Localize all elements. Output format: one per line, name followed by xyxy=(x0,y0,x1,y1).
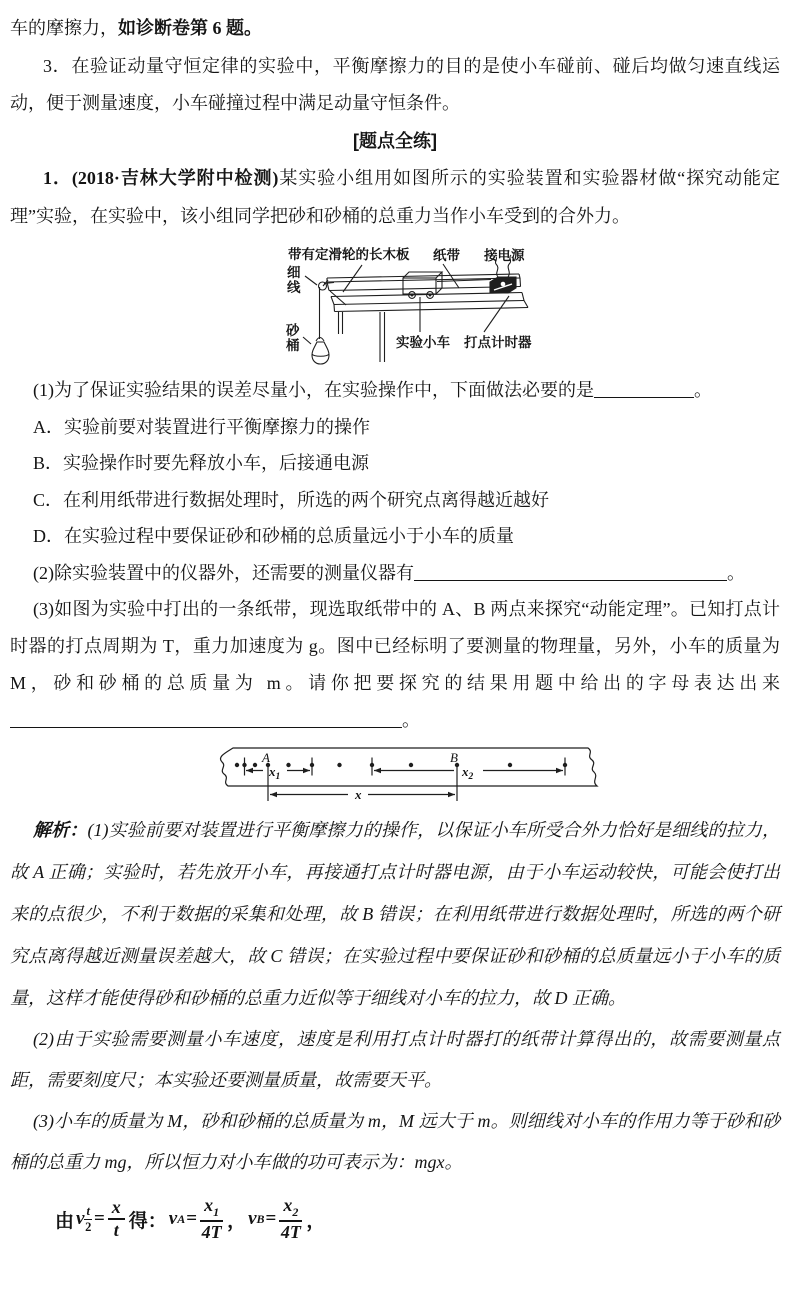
analysis-p2: (2)由于实验需要测量小车速度，速度是利用打点计时器打的纸带计算得出的，故需要测量点距，需要刻度尺；本实验还要测量质量，故需要天平。 xyxy=(10,1029,780,1090)
answer-blank-1 xyxy=(594,381,694,398)
part-3-question xyxy=(10,591,780,739)
x1-label: $x_1$ xyxy=(269,764,281,782)
answer-blank-3 xyxy=(10,711,402,728)
string-label-1: 细 xyxy=(287,265,301,280)
question-source: (2018·吉林大学附中检测) xyxy=(71,168,279,188)
board-leader-line xyxy=(343,265,362,292)
formula-vB-sub: B xyxy=(256,1211,265,1226)
formula-vA-sub: A xyxy=(177,1211,186,1226)
part-2-question xyxy=(10,555,780,592)
item-3: 3．在验证动量守恒定律的实验中，平衡摩擦力的目的是使小车碰前、碰后均做匀速直线运动，便于测量速度，小车碰撞过程中满足动量守恒条件。 xyxy=(10,55,780,113)
ticker-timer-icon xyxy=(490,277,516,293)
fraction-x1-over-4T: $\frac{x_1}{4T}$ xyxy=(201,1195,222,1242)
equals-sign-2: = xyxy=(186,1208,198,1229)
analysis-p1-text: (1)实验前要对装置进行平衡摩擦力的操作，以保证小车所受合外力恰好是细线的拉力，故 A 正确；实验时，若先放开小车，再接通打点计时器电源，由于小车运动较快，可能会使打出来的点很少，不利于数据的采集和处理，故 B 错误；在利用纸带进行数据处理时，所选的两个研究点离得越近测量误差越大，故 C 错误；在实验过程中要保证砂和砂桶的总质量远小于小车的质量，这样才能使得砂和砂桶的总重力近似等于细线对小车的拉力，故 D 正确。 xyxy=(10,820,781,1008)
section-heading: [题点全练] xyxy=(353,130,437,151)
string-leader-line xyxy=(305,276,317,285)
x2-label: $x_2$ xyxy=(462,764,474,782)
bucket-label-1: 砂 xyxy=(286,323,300,338)
formula-comma-2: ， xyxy=(306,1210,326,1232)
option-d: D．在实验过程中要保证砂和砂桶的总质量远小于小车的质量 xyxy=(33,526,514,546)
point-a-label: A xyxy=(262,750,270,765)
power-label: 接电源 xyxy=(484,248,525,263)
intro-line xyxy=(10,10,780,48)
sand-bucket-icon xyxy=(312,338,329,365)
question-number: 1． xyxy=(43,168,72,188)
formula-prefix: 由 xyxy=(55,1210,75,1232)
apparatus-figure xyxy=(278,245,548,371)
apparatus-drawing xyxy=(278,245,548,371)
tape-dots xyxy=(235,763,567,797)
part-3-text: (3)如图为实验中打出的一条纸带，现选取纸带中的 A、B 两点来探究“动能定理”。已知打点计时器的打点周期为 T，重力加速度为 g。图中已经标明了要测量的物理量，另外，小车的质量为 M，砂和砂桶的总质量为 m。请你把要探究的结果用题中给出的字母表达出来 xyxy=(10,599,780,693)
timer-label: 打点计时器 xyxy=(464,335,532,350)
formula-derive: 得： xyxy=(128,1210,167,1232)
analysis-p1 xyxy=(10,809,780,1019)
part-1-question xyxy=(10,372,780,409)
option-c: C．在利用纸带进行数据处理时，所选的两个研究点离得越近越好 xyxy=(33,489,550,510)
analysis-p3: (3)小车的质量为 M，砂和砂桶的总质量为 m，M 远大于 m。则细线对小车的作用力等于砂和砂桶的总重力 mg，所以恒力对小车做的功可表示为：mgx。 xyxy=(10,1111,780,1172)
question-1-stem xyxy=(10,160,780,235)
formula-v-subscript: $\frac{t}{2}$ xyxy=(85,1204,92,1234)
part-3-period: 。 xyxy=(402,710,420,730)
tape-label: 纸带 xyxy=(433,248,460,263)
tape-figure xyxy=(215,744,610,806)
bucket-leader-line xyxy=(303,337,311,344)
intro-line-bold: 如诊断卷第 6 题。 xyxy=(118,18,262,38)
tape-drawing xyxy=(215,744,610,806)
document-page xyxy=(0,10,790,1247)
part-2-text: (2)除实验装置中的仪器外，还需要的测量仪器有 xyxy=(33,562,414,583)
formula-vB: v xyxy=(248,1208,257,1229)
string-label-2: 线 xyxy=(287,280,301,295)
bucket-label-2: 桶 xyxy=(286,338,300,353)
option-b: B．实验操作时要先释放小车，后接通电源 xyxy=(33,453,370,473)
question-stem-text: 某实验小组用如图所示的实验装置和实验器材做“探究动能定理”实验，在实验中，该小组同学把砂和砂桶的总重力当作小车受到的合外力。 xyxy=(10,168,781,226)
formula-v: v xyxy=(76,1208,85,1229)
board-label: 带有定滑轮的长木板 xyxy=(288,247,410,262)
intro-section xyxy=(10,10,780,235)
fraction-x2-over-4T: $\frac{x_2}{4T}$ xyxy=(280,1195,301,1242)
answer-blank-2 xyxy=(414,564,727,581)
option-a: A．实验前要对装置进行平衡摩擦力的操作 xyxy=(33,416,370,437)
cart-label: 实验小车 xyxy=(396,335,450,350)
apparatus-labels xyxy=(286,246,532,353)
point-b-label: B xyxy=(450,750,458,765)
analysis-label: 解析： xyxy=(33,820,88,840)
equals-sign-3: = xyxy=(265,1208,277,1229)
formula-vA: v xyxy=(168,1208,178,1229)
fraction-x-over-t: $\frac{x}{t}$ xyxy=(108,1198,125,1240)
formula-comma-1: ， xyxy=(227,1210,247,1232)
part-2-period: 。 xyxy=(727,562,745,583)
x-label: x xyxy=(355,787,362,802)
part-1-period: 。 xyxy=(694,380,712,400)
table-icon xyxy=(331,293,528,363)
velocity-formula xyxy=(53,1191,780,1247)
intro-line-normal: 车的摩擦力， xyxy=(10,18,118,38)
equals-sign-1: = xyxy=(93,1208,105,1229)
part-1-text: (1)为了保证实验结果的误差尽量小，在实验操作中，下面做法必要的是 xyxy=(33,380,594,400)
